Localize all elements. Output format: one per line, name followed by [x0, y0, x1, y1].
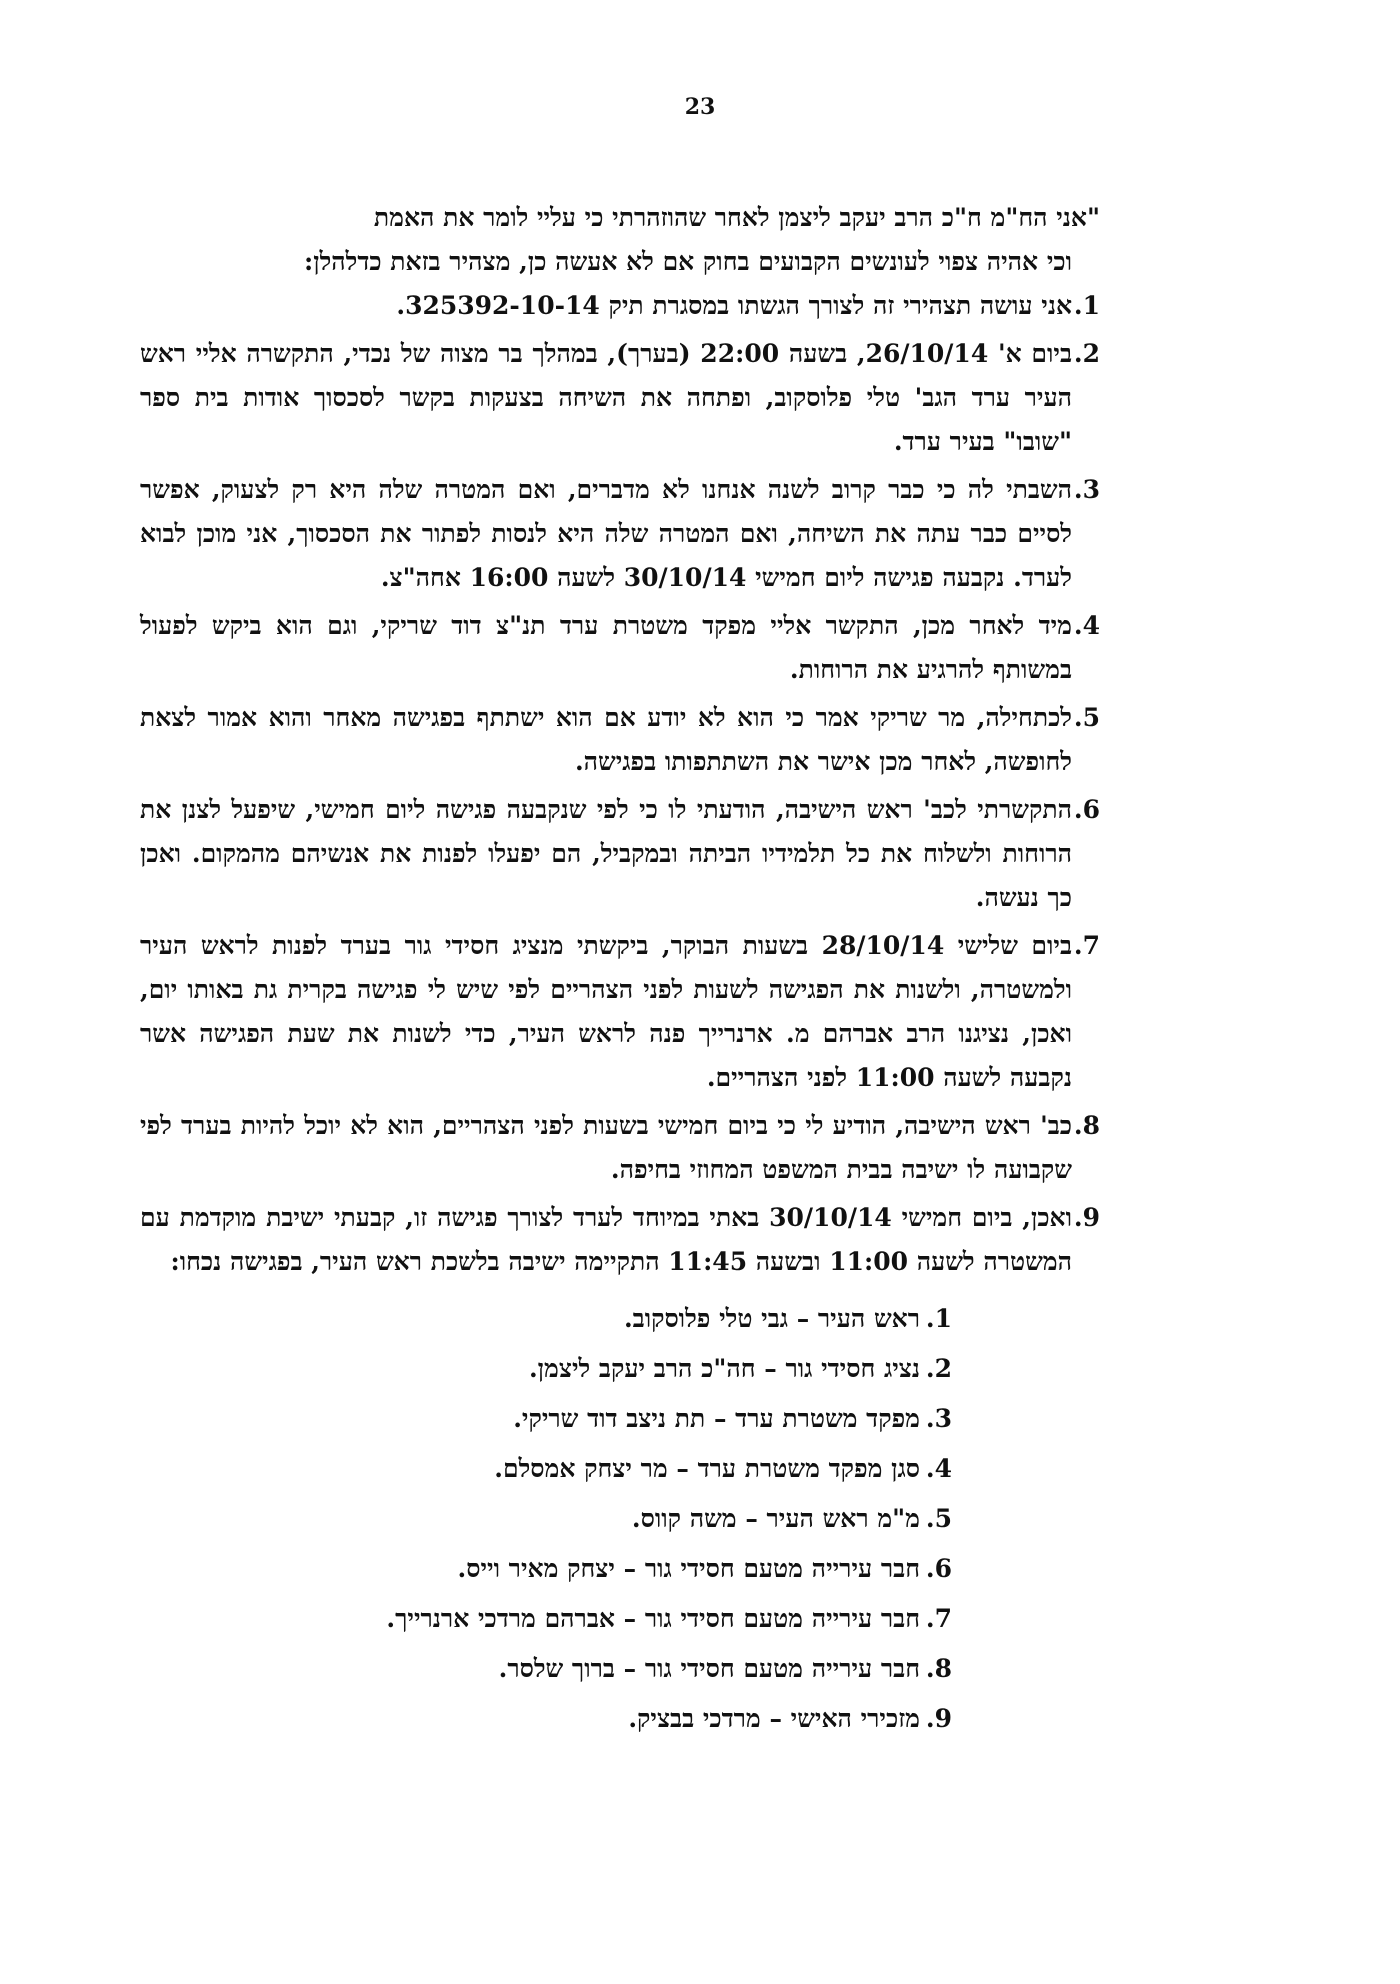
clause — [140, 284, 1100, 328]
attendee-text: חבר עירייה מטעם חסידי גור – אברהם מרדכי ארנרייך. — [386, 1604, 920, 1633]
clause-number: 9. — [1073, 1203, 1100, 1232]
attendee-number: 3. — [925, 1404, 952, 1433]
clause-text: אני עושה תצהירי זה לצורך הגשתו במסגרת תיק 325392-10-14. — [396, 291, 1072, 320]
attendee-text: חבר עירייה מטעם חסידי גור – ברוך שלסר. — [498, 1654, 920, 1683]
attendee-item — [140, 1344, 952, 1394]
attendee-text: מזכירי האישי – מרדכי בבציק. — [628, 1704, 920, 1733]
clause-text: לכתחילה, מר שריקי אמר כי הוא לא יודע אם הוא ישתתף בפגישה מאחר והוא אמור לצאת לחופשה, לאחר מכן אישר את השתתפותו בפגישה. — [140, 703, 1072, 776]
clause — [140, 332, 1100, 464]
attendee-number: 5. — [925, 1504, 952, 1533]
attendee-text: חבר עירייה מטעם חסידי גור – יצחק מאיר וייס. — [457, 1554, 920, 1583]
attendee-item — [140, 1594, 952, 1644]
attendee-number: 8. — [925, 1654, 952, 1683]
attendee-item — [140, 1294, 952, 1344]
attendee-text: מ"מ ראש העיר – משה קווס. — [631, 1504, 920, 1533]
attendee-item — [140, 1444, 952, 1494]
clause — [140, 788, 1100, 920]
intro-rest: וכי אהיה צפוי לעונשים הקבועים בחוק אם לא אעשה כן, מצהיר בזאת כדלהלן: — [303, 247, 1072, 276]
clause-text: השבתי לה כי כבר קרוב לשנה אנחנו לא מדברים, ואם המטרה שלה היא רק לצעוק, אפשר לסיים כבר עתה את השיחה, ואם המטרה שלה היא לנסות לפתור את הסכסוך, אני מוכן לבוא לערד. נקבעה פגישה ליום חמישי 30/10/14 לשעה 16:00 אחה"צ. — [140, 475, 1072, 592]
attendee-text: מפקד משטרת ערד – תת ניצב דוד שריקי. — [513, 1404, 920, 1433]
clause-number: 1. — [1073, 291, 1100, 320]
clause-number: 4. — [1073, 611, 1100, 640]
clause-number: 6. — [1073, 795, 1100, 824]
clause — [140, 1104, 1100, 1192]
clause-number: 7. — [1073, 931, 1100, 960]
attendee-number: 7. — [925, 1604, 952, 1633]
clause-text: ואכן, ביום חמישי 30/10/14 באתי במיוחד לערד לצורך פגישה זו, קבעתי ישיבת מוקדמת עם המשטרה לשעה 11:00 ובשעה 11:45 התקיימה ישיבה בלשכת ראש העיר, בפגישה נכחו: — [140, 1203, 1072, 1276]
clause — [140, 696, 1100, 784]
intro-first-line: "אני הח"מ ח"כ הרב יעקב ליצמן לאחר שהוזהרתי כי עליי לומר את האמת — [373, 203, 1100, 232]
attendee-number: 1. — [925, 1304, 952, 1333]
clause-number: 5. — [1073, 703, 1100, 732]
clause-text: ביום א' 26/10/14, בשעה 22:00 (בערך), במהלך בר מצוה של נכדי, התקשרה אליי ראש העיר ערד הגב' טלי פלוסקוב, ופתחה את השיחה בצעקות בקשר לסכסוך אודות בית ספר "שובו" בעיר ערד. — [140, 339, 1073, 456]
attendee-number: 2. — [925, 1354, 952, 1383]
attendee-number: 9. — [925, 1704, 952, 1733]
clause — [140, 604, 1100, 692]
attendee-number: 6. — [925, 1554, 952, 1583]
clause-number: 2. — [1073, 339, 1100, 368]
attendees-list — [140, 1294, 1072, 1744]
clause-text: כב' ראש הישיבה, הודיע לי כי ביום חמישי בשעות לפני הצהריים, הוא לא יוכל להיות בערד לפי שקבועה לו ישיבה בבית המשפט המחוזי בחיפה. — [140, 1111, 1072, 1184]
clause-text: מיד לאחר מכן, התקשר אליי מפקד משטרת ערד תנ"צ דוד שריקי, וגם הוא ביקש לפעול במשותף להרגיע את הרוחות. — [140, 611, 1072, 684]
attendee-item — [140, 1694, 952, 1744]
clause-number: 8. — [1073, 1111, 1100, 1140]
affidavit-clauses — [140, 284, 1100, 1744]
clause — [140, 468, 1100, 600]
clause — [140, 1196, 1100, 1744]
affidavit-body — [140, 196, 1100, 1748]
attendee-item — [140, 1644, 952, 1694]
clause — [140, 924, 1100, 1100]
clause-number: 3. — [1073, 475, 1100, 504]
clause-text: התקשרתי לכב' ראש הישיבה, הודעתי לו כי לפי שנקבעה פגישה ליום חמישי, שיפעל לצנן את הרוחות ולשלוח את כל תלמידיו הביתה ובמקביל, הם יפעלו לפנות את אנשיהם מהמקום. ואכן כך נעשה. — [140, 795, 1072, 912]
attendee-item — [140, 1494, 952, 1544]
clause-text: ביום שלישי 28/10/14 בשעות הבוקר, ביקשתי מנציג חסידי גור בערד לפנות לראש העיר ולמשטרה, ולשנות את הפגישה לשעות לפני הצהריים לפי שיש לי פגישה בקרית גת באותו יום, ואכן, נציגנו הרב אברהם מ. ארנרייך פנה לראש העיר, כדי לשנות את שעת הפגישה אשר נקבעה לשעה 11:00 לפני הצהריים. — [140, 931, 1072, 1092]
attendee-text: סגן מפקד משטרת ערד – מר יצחק אמסלם. — [494, 1454, 920, 1483]
attendee-number: 4. — [925, 1454, 952, 1483]
page-number: 23 — [684, 94, 716, 120]
attendee-text: ראש העיר – גבי טלי פלוסקוב. — [623, 1304, 920, 1333]
affidavit-intro — [140, 196, 1100, 284]
attendee-item — [140, 1544, 952, 1594]
attendee-text: נציג חסידי גור – חה"כ הרב יעקב ליצמן. — [528, 1354, 920, 1383]
attendee-item — [140, 1394, 952, 1444]
